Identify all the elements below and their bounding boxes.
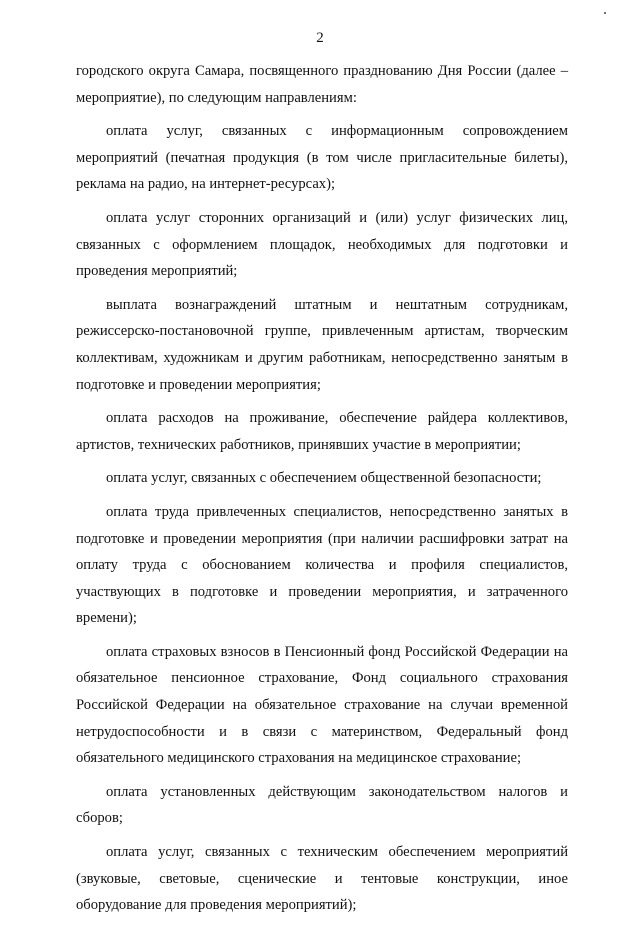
paragraph-info-support: оплата услуг, связанных с информационным сопровождением мероприятий (печатная продукция (в том числе пригласительные билеты), реклама на радио, на интернет-ресурсах); — [76, 123, 568, 193]
paragraph-accommodation: оплата расходов на проживание, обеспечение райдера коллективов, артистов, технических работников, принявших участие в мероприятии; — [76, 410, 568, 453]
paragraph-insurance-contributions: оплата страховых взносов в Пенсионный фонд Российской Федерации на обязательное пенсионное страхование, Фонд социального страхования Российской Федерации на обязательное страхование на случаи временной нетрудоспособности и в связи с материнством, Федеральный фонд обязательного медицинского страхования на медицинское страхование; — [76, 643, 568, 767]
paragraph-specialists-labor: оплата труда привлеченных специалистов, непосредственно занятых в подготовке и проведении мероприятия (при наличии расшифровки затрат на оплату труда с обоснованием количества и профиля специалистов, участвующих в подготовке и проведении мероприятия, и затраченного времени); — [76, 503, 568, 627]
document-body — [76, 58, 568, 926]
scan-speck — [604, 12, 606, 14]
paragraph-continuation: городского округа Самара, посвященного празднованию Дня России (далее – мероприятие), по следующим направлениям: — [76, 63, 568, 106]
paragraph-taxes-fees: оплата установленных действующим законодательством налогов и сборов; — [76, 783, 568, 827]
page-number: 2 — [316, 30, 324, 46]
paragraph-technical-support: оплата услуг, связанных с техническим обеспечением мероприятий (звуковые, световые, сценические и тентовые конструкции, иное оборудование для проведения мероприятий); — [76, 844, 568, 914]
paragraph-staff-remuneration: выплата вознаграждений штатным и нештатным сотрудникам, режиссерско-постановочной группе, привлеченным артистам, творческим коллективам, художникам и другим работникам, непосредственно занятым в подготовке и проведении мероприятия; — [76, 296, 568, 393]
paragraph-public-security: оплата услуг, связанных с обеспечением общественной безопасности; — [106, 470, 542, 487]
paragraph-venue-decoration: оплата услуг сторонних организаций и (или) услуг физических лиц, связанных с оформлением площадок, необходимых для подготовки и проведения мероприятий; — [76, 209, 568, 280]
